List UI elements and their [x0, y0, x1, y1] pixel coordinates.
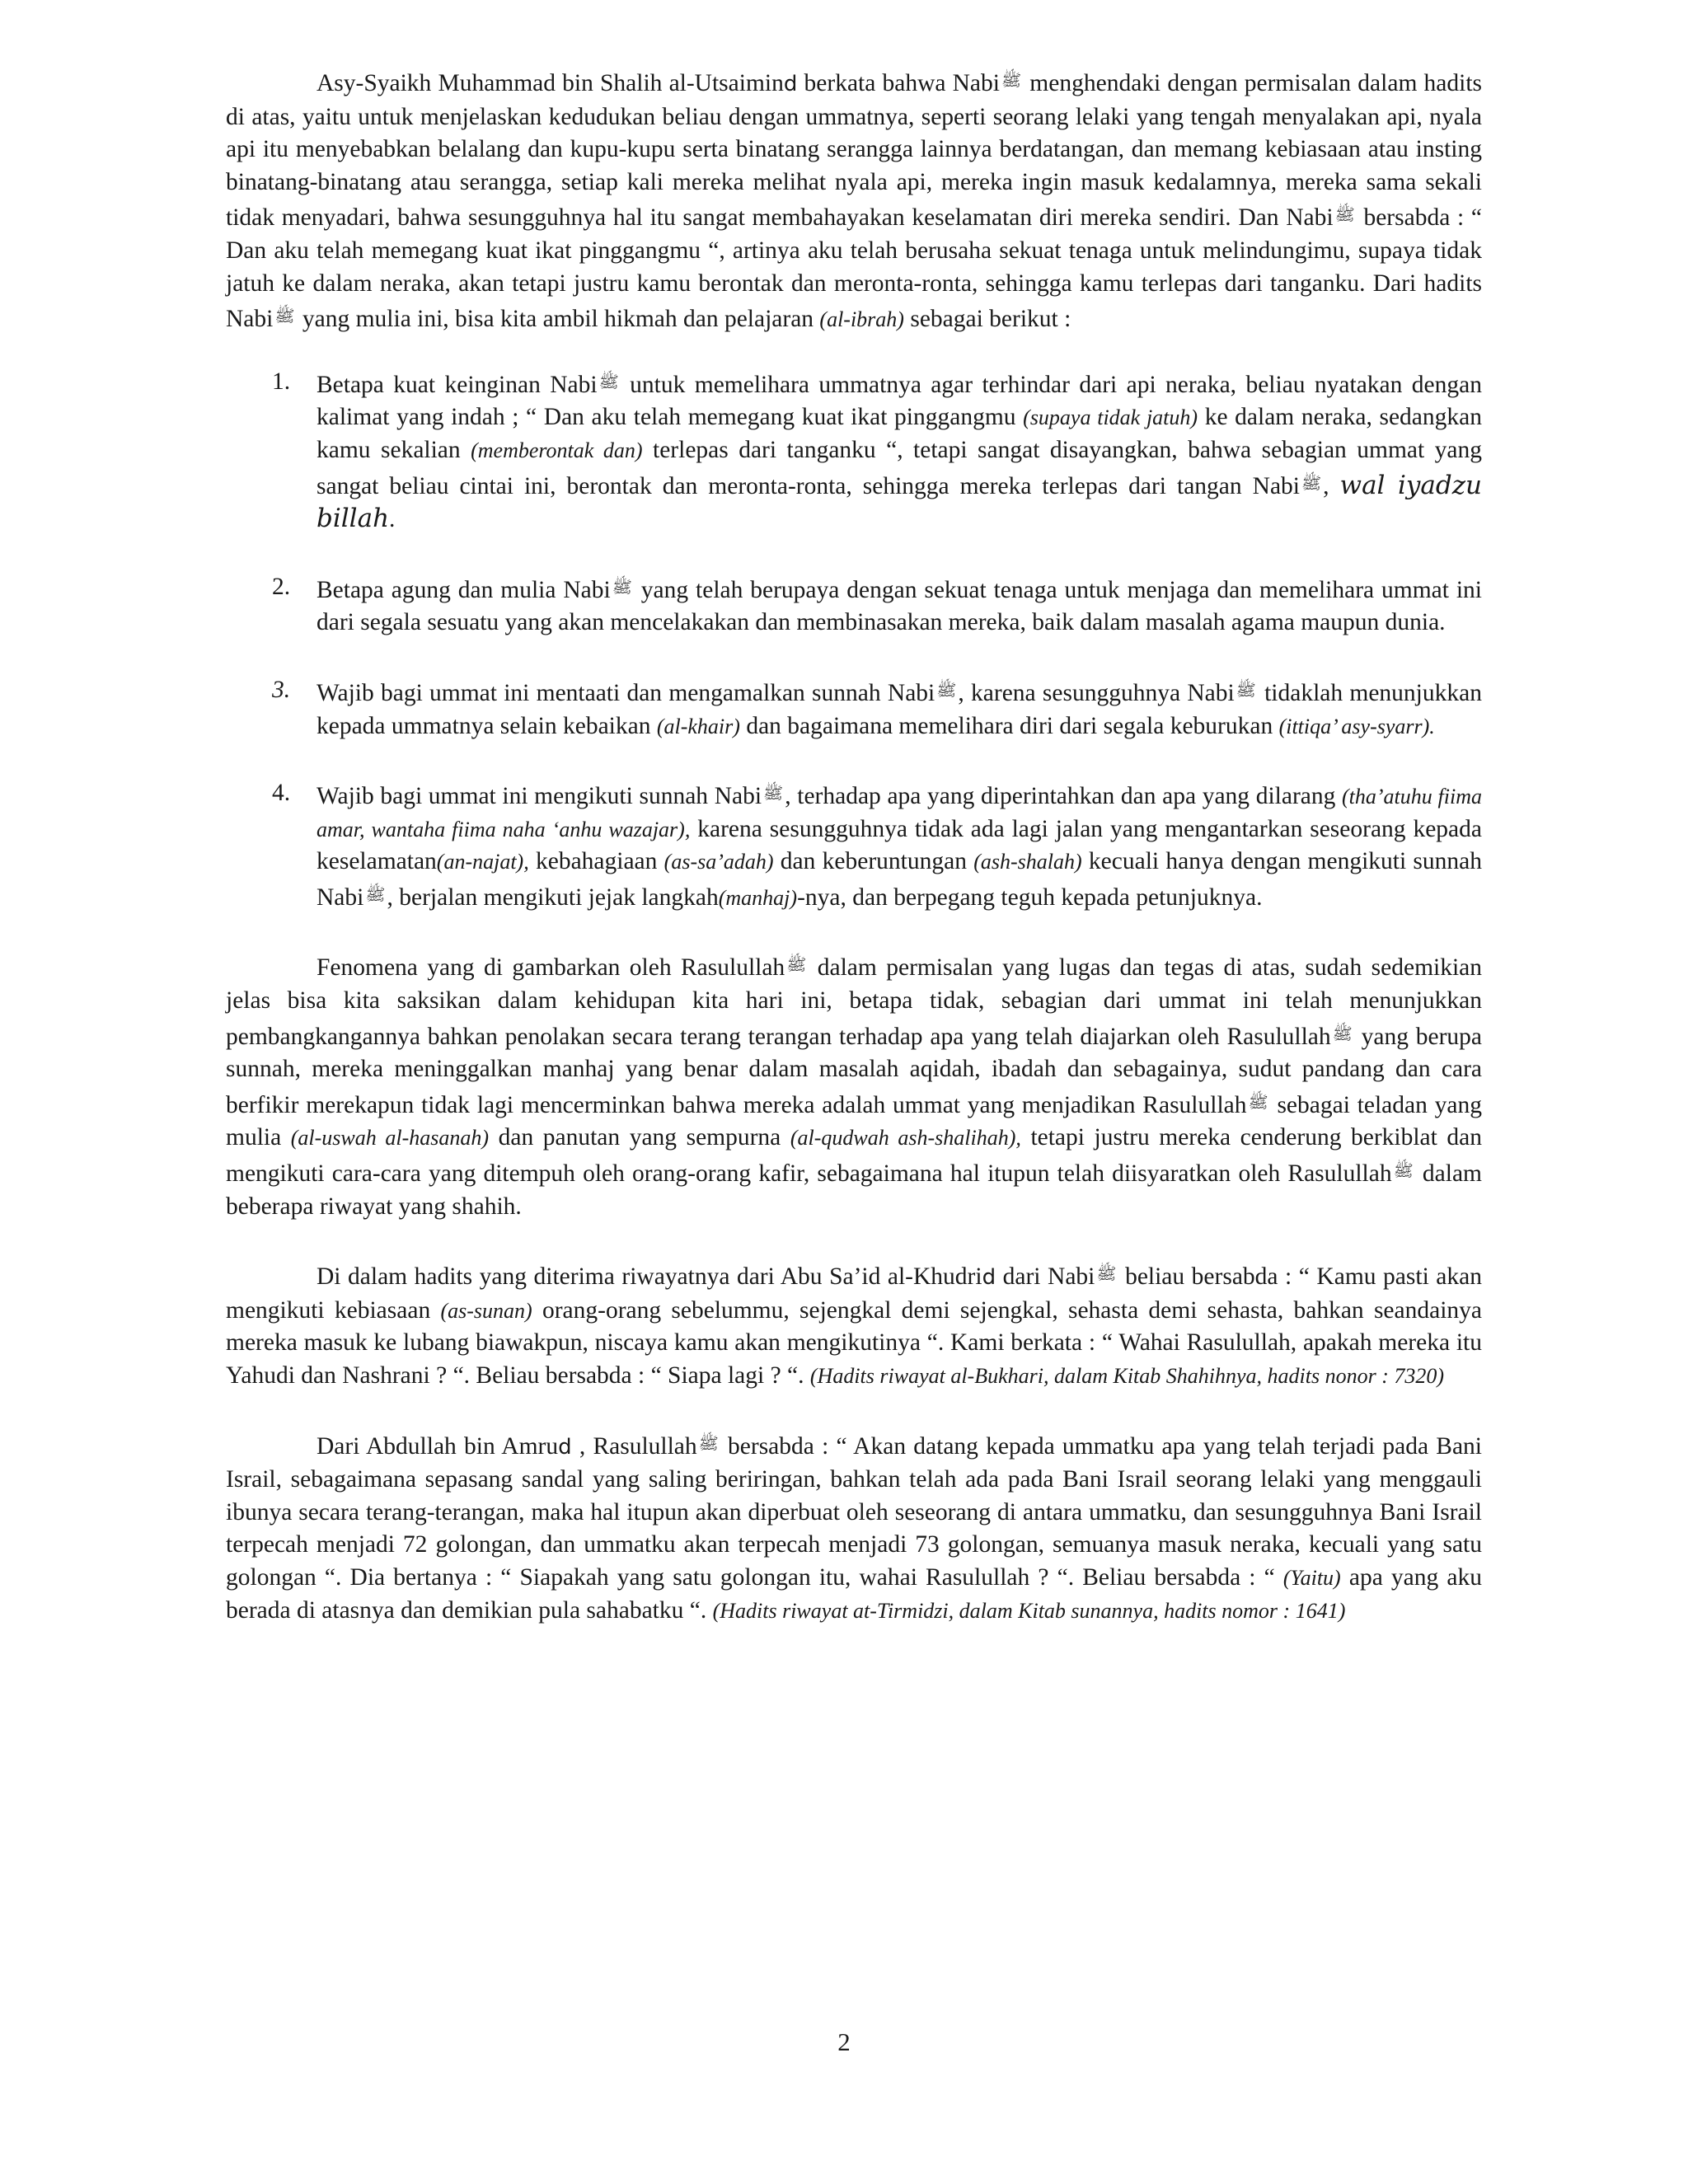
honorific-glyph: d — [558, 1434, 572, 1460]
saw-icon: ﷺ — [1334, 204, 1355, 225]
saw-icon: ﷺ — [1001, 70, 1022, 90]
text-run: Asy-Syaikh Muhammad bin Shalih al-Utsaimin — [316, 70, 784, 96]
text-run: kecuali hanya dengan mengikuti sunnah Nabi — [316, 848, 1482, 911]
citation: (Hadits riwayat at-Tirmidzi, dalam Kitab sunannya, hadits nomor : 1641) — [712, 1598, 1346, 1623]
text-run: Betapa agung dan mulia Nabi — [316, 576, 611, 603]
italic-term: (al-khair) — [656, 714, 740, 738]
text-run: terlepas dari tanganku “, tetapi sangat disayangkan, bahwa sebagian ummat yang sangat beliau cintai ini, berontak dan meronta-ronta, sehingga mereka terlepas dari tangan Nabi — [316, 436, 1482, 499]
paragraph-3 — [226, 1258, 1482, 1392]
honorific-glyph: d — [982, 1265, 996, 1291]
text-run: , berjalan mengikuti jejak langkah — [387, 883, 719, 911]
italic-term: (al-qudwah ash-shalihah), — [790, 1126, 1021, 1151]
list-item — [226, 777, 1482, 914]
text-run: tetapi justru mereka cenderung berkiblat dan mengikuti cara-cara yang ditempuh oleh orang-orang kafir, sebagaimana hal itupun telah diisyaratkan oleh Rasulullah — [226, 1124, 1482, 1188]
italic-term: (memberontak dan) — [471, 438, 643, 462]
text-run: dari Nabi — [996, 1263, 1095, 1291]
text-run: dalam beberapa riwayat yang shahih. — [226, 1160, 1482, 1220]
list-number: 3. — [272, 676, 291, 703]
page-number: 2 — [837, 2027, 851, 2056]
saw-icon: ﷺ — [936, 679, 957, 700]
script-phrase: wal iyadzu billah — [316, 470, 1482, 534]
text-run: Fenomena yang di gambarkan oleh Rasulullah — [316, 954, 785, 982]
text-run: , — [1323, 472, 1340, 499]
text-run: Di dalam hadits yang diterima riwayatnya dari Abu Sa’id al-Khudri — [316, 1263, 982, 1291]
text-run: , terhadap apa yang diperintahkan dan apa yang dilarang — [785, 783, 1343, 810]
text-run: Betapa kuat keinginan Nabi — [316, 371, 598, 398]
italic-term: (al-ibrah) — [819, 307, 904, 332]
saw-icon: ﷺ — [1236, 679, 1256, 700]
italic-term: (ittiqa’ asy-syarr). — [1278, 714, 1435, 738]
list-number: 1. — [272, 368, 291, 395]
italic-term: (Yaitu) — [1282, 1565, 1341, 1590]
text-run: ke dalam neraka, sedangkan kamu sekalian — [316, 404, 1482, 463]
text-run: bersabda : “ Akan datang kepada ummatku apa yang telah terjadi pada Bani Israil, sebagaimana sepasang sandal yang saling beriringan, bahkan telah ada pada Bani Israil seorang lelaki yang menggauli ibunya secara terang-terangan, maka hal itupun akan diperbuat oleh seseorang di antara ummatku, dan sesungguhnya Bani Israil terpecah menjadi 72 golongan, dan ummatku akan terpecah menjadi 73 golongan, semuanya masuk neraka, kecuali yang satu golongan “. Dia bertanya : “ Siapakah yang satu golongan itu, wahai Rasulullah ? “. Beliau bersabda : “ — [226, 1432, 1482, 1591]
text-run: sebagai berikut : — [903, 306, 1071, 333]
text-run: untuk memelihara ummatnya agar terhindar dari api neraka, beliau nyatakan dengan kalimat yang indah ; “ Dan aku telah memegang kuat ikat pinggangmu — [316, 371, 1482, 431]
text-run: berkata bahwa Nabi — [797, 70, 1000, 96]
italic-term: (ash-shalah) — [973, 850, 1082, 874]
citation: (Hadits riwayat al-Bukhari, dalam Kitab Shahihnya, hadits nonor : 7320) — [809, 1364, 1445, 1388]
saw-icon: ﷺ — [698, 1432, 719, 1453]
document-body — [226, 64, 1482, 1627]
italic-term: (as-sunan) — [440, 1298, 532, 1323]
text-run: orang-orang sebelummu, sejengkal demi sejengkal, sehasta demi sehasta, bahkan seandainya mereka masuk ke lubang biawakpun, niscaya kamu akan mengikutinya “. Kami berkata : “ Wahai Rasulullah, apakah mereka itu Yahudi dan Nashrani ? “. Beliau bersabda : “ Siapa lagi ? “. — [226, 1296, 1482, 1389]
lessons-list — [226, 366, 1482, 915]
italic-term: (an-najat), — [436, 850, 529, 874]
list-item — [226, 571, 1482, 640]
saw-icon: ﷺ — [1332, 1023, 1353, 1043]
paragraph-2 — [226, 949, 1482, 1223]
saw-icon: ﷺ — [274, 306, 295, 326]
italic-term: (supaya tidak jatuh) — [1023, 405, 1198, 430]
text-run: , Rasulullah — [571, 1432, 697, 1460]
text-run: kebahagiaan — [528, 848, 664, 875]
list-number: 2. — [272, 573, 291, 600]
text-run: , karena sesungguhnya Nabi — [958, 679, 1235, 706]
text-run: menghendaki dengan permisalan dalam hadits di atas, yaitu untuk menjelaskan kedudukan beliau dengan ummatnya, seperti seorang lelaki yang tengah menyalakan api, nyala api itu menyebabkan belalang dan kupu-kupu serta binatang serangga lainnya berdatangan, dan memang kebiasaan atau insting binatang-binatang atau serangga, setiap kali mereka melihat nyala api, mereka ingin masuk kedalamnya, mereka sama sekali tidak menyadari, bahwa sesungguhnya hal itu sangat membahayakan keselamatan diri mereka sendiri. Dan Nabi — [226, 70, 1483, 232]
saw-icon: ﷺ — [612, 576, 632, 597]
saw-icon: ﷺ — [365, 883, 386, 904]
text-run: sebagai teladan yang mulia — [226, 1091, 1482, 1151]
text-run: karena sesungguhnya tidak ada lagi jalan yang mengantarkan seseorang kepada keselamatan — [316, 815, 1482, 875]
text-run: beliau bersabda : “ Kamu pasti akan mengikuti kebiasaan — [226, 1263, 1482, 1324]
saw-icon: ﷺ — [763, 783, 784, 804]
text-run: dan keberuntungan — [773, 848, 974, 875]
italic-term: (as-sa’adah) — [663, 850, 774, 874]
text-run: bersabda : “ Dan aku telah memegang kuat ikat pinggangmu “, artinya aku telah berusaha sekuat tenaga untuk melindungimu, supaya tidak jatuh ke dalam neraka, akan tetapi justru kamu berontak dan meronta-ronta, sehingga kamu terlepas dari tanganku. Dari hadits Nabi — [226, 204, 1483, 333]
text-run: Dari Abdullah bin Amru — [316, 1432, 559, 1460]
list-number: 4. — [272, 780, 291, 807]
saw-icon: ﷺ — [1248, 1091, 1268, 1112]
text-run: yang telah berupaya dengan sekuat tenaga untuk menjaga dan memelihara ummat ini dari segala sesuatu yang akan mencelakakan dan membinasakan mereka, baik dalam masalah agama maupun dunia. — [316, 576, 1482, 636]
saw-icon: ﷺ — [786, 954, 807, 975]
text-run: dan panutan yang sempurna — [489, 1124, 790, 1151]
text-run: Wajib bagi ummat ini mengikuti sunnah Nabi — [316, 783, 762, 810]
paragraph-1 — [226, 64, 1482, 336]
text-run: . — [389, 506, 396, 533]
saw-icon: ﷺ — [1096, 1263, 1117, 1284]
italic-term: (manhaj) — [718, 885, 798, 910]
saw-icon: ﷺ — [1393, 1160, 1414, 1181]
text-run: -nya, dan berpegang teguh kepada petunjuknya. — [797, 883, 1263, 911]
text-run: apa yang aku berada di atasnya dan demikian pula sahabatku “. — [226, 1563, 1482, 1624]
saw-icon: ﷺ — [598, 371, 619, 391]
text-run: yang mulia ini, bisa kita ambil hikmah dan pelajaran — [296, 306, 820, 333]
saw-icon: ﷺ — [1301, 472, 1322, 493]
text-run: dalam permisalan yang lugas dan tegas di atas, sudah sedemikian jelas bisa kita saksikan dalam kehidupan kita hari ini, betapa tidak, sebagian dari ummat ini telah menunjukkan pembangkangannya bahkan penolakan secara terang terangan terhadap apa yang telah diajarkan oleh Rasulullah — [226, 954, 1482, 1050]
paragraph-4 — [226, 1427, 1482, 1628]
list-item — [226, 674, 1482, 743]
italic-term: (tha’atuhu fiima amar, wantaha fiima naha ‘anhu wazajar), — [316, 785, 1483, 841]
italic-term: (al-uswah al-hasanah) — [290, 1126, 490, 1151]
text-run: Wajib bagi ummat ini mentaati dan mengamalkan sunnah Nabi — [316, 679, 935, 706]
list-item — [226, 366, 1482, 537]
text-run: tidaklah menunjukkan kepada ummatnya selain kebaikan — [316, 679, 1482, 739]
honorific-glyph: d — [783, 72, 798, 96]
text-run: yang berupa sunnah, mereka meninggalkan manhaj yang benar dalam masalah aqidah, ibadah dan sebagainya, sudut pandang dan cara berfikir merekapun tidak lagi mencerminkan bahwa mereka adalah ummat yang menjadikan Rasulullah — [226, 1023, 1482, 1118]
text-run: dan bagaimana memelihara diri dari segala keburukan — [739, 712, 1279, 739]
